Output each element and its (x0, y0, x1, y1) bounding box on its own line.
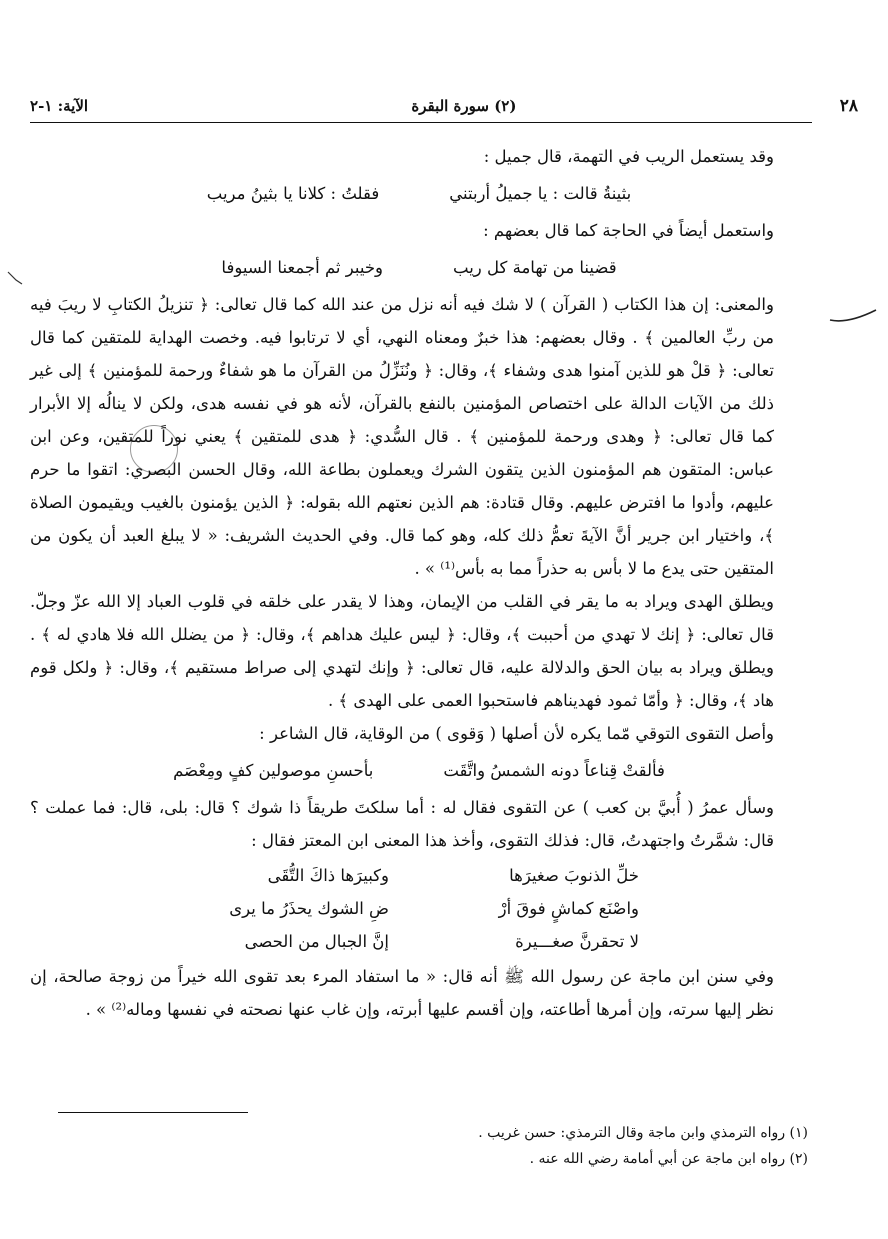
header-rule (30, 122, 812, 123)
paragraph-hadith: وفي سنن ابن ماجة عن رسول الله ﷺ أنه قال: « ما استفاد المرء بعد تقوى الله خيراً من زوجة صالحة، إن نظر إليها سرته، وإن أمرها أطاعته، وإن أقسم عليها أبرته، وإن غاب عنها نصحته في نفسها وماله⁽²⁾ » . (30, 967, 774, 1019)
margin-underline-icon (828, 306, 878, 328)
verse-hemistich-left: ضِ الشوك يحذَرُ ما يرى (229, 899, 389, 918)
verse-hemistich-right: واصْنَع كماشٍ فوقَ أرْ (498, 899, 639, 918)
verse-hemistich-right: خلِّ الذنوبَ صغيرَها (509, 866, 639, 885)
poem-line (30, 925, 808, 958)
paragraph-guidance: ويطلق الهدى ويراد به ما يقر في القلب من الإيمان، وهذا لا يقدر على خلقه في قلوب العباد إلا الله عزّ وجلّ. قال تعالى: ﴿ إنك لا تهدي من أحببت ﴾، وقال: ﴿ ليس عليك هداهم ﴾، وقال: ﴿ من يضلل الله فلا هادي له ﴾ . ويطلق ويراد به بيان الحق والدلالة عليه، قال تعالى: ﴿ وإنك لتهدي إلى صراط مستقيم ﴾، وقال: ﴿ ولكل قوم هاد ﴾، وقال: ﴿ وأمّا ثمود فهديناهم فاستحبوا العمى على الهدى ﴾ . (30, 592, 774, 710)
verse-hemistich-left: وخيبر ثم أجمعنا السيوفا (221, 258, 383, 277)
surah-title: (٢) سورة البقرة (411, 97, 517, 115)
page-body (30, 140, 808, 1026)
paragraph-meaning: والمعنى: إن هذا الكتاب ( القرآن ) لا شك فيه أنه نزل من عند الله كما قال تعالى: ﴿ تنزيلُ الكتابِ لا ريبَ فيه من ربِّ العالمين ﴾ . وقال بعضهم: هذا خبرٌ ومعناه النهي، أي لا ترتابوا فيه. وخصت الهداية للمتقين كما قال تعالى: ﴿ قلْ هو للذين آمنوا هدى وشفاء ﴾، وقال: ﴿ ونُنَزِّلُ من القرآن ما هو شفاءٌ ورحمة للمؤمنين ﴾ إلى غير ذلك من الآيات الدالة على اختصاص المؤمنين بالنفع بالقرآن، لأنه هو في نفسه هدى، ولكن لا ينالُه إلا الأبرار كما قال تعالى: ﴿ وهدى ورحمة للمؤمنين ﴾ . قال السُّدي: ﴿ هدى للمتقين ﴾ يعني نوراً للمتقين، وعن ابن عباس: المتقون هم المؤمنون الذين يتقون الشرك ويعملون بطاعة الله، وقال الحسن البصري: اتقوا ما حرم عليهم، وأدوا ما افترض عليهم. وقال قتادة: هم الذين نعتهم الله بقوله: ﴿ الذين يؤمنون بالغيب ويقيمون الصلاة ﴾، واختيار ابن جرير أنَّ الآيةَ تعمُّ ذلك كله، وهو كما قال. وفي الحديث الشريف: « لا يبلغ العبد أن يكون من المتقين حتى يدع ما لا بأس به حذراً مما به بأس⁽¹⁾ » . (30, 295, 774, 578)
verse-hemistich-right: بثينةُ قالت : يا جميلُ أربتني (449, 184, 632, 203)
page-number: ٢٨ (839, 96, 858, 116)
paragraph: وقد يستعمل الريب في التهمة، قال جميل : (483, 147, 774, 166)
verse-hemistich-right: قضينا من تهامة كل ريب (453, 258, 617, 277)
footnote: (٢) رواه ابن ماجة عن أبي أمامة رضي الله عنه . (529, 1151, 808, 1167)
footnotes (30, 1120, 808, 1172)
page-header (30, 92, 858, 120)
poem-line (30, 892, 808, 925)
poem-verse (30, 173, 808, 214)
verse-hemistich-right: لا تحقرنَّ صغـــيرة (515, 932, 639, 951)
verse-hemistich-left: وكبيرَها ذاكَ التُّقَى (267, 866, 389, 885)
poem-ibn-al-mutazz (30, 857, 808, 960)
poem-verse (30, 247, 808, 288)
margin-check-icon (6, 268, 24, 288)
verse-hemistich-left: فقلتُ : كلانا يا بثينُ مريب (206, 184, 380, 203)
paragraph-taqwa: وأصل التقوى التوقي مّما يكره لأن أصلها ( وَقوى ) من الوقاية، قال الشاعر : (259, 724, 774, 743)
verse-hemistich-left: إنَّ الجبال من الحصى (244, 932, 389, 951)
verse-hemistich-right: فألقتْ قِناعاً دونه الشمسُ واتَّقَت (443, 761, 665, 780)
ayah-range: الآية: ١-٢ (30, 97, 89, 115)
verse-hemistich-left: بأحسنِ موصولين كفٍ ومِعْصَم (173, 761, 374, 780)
poem-line (30, 859, 808, 892)
poem-verse (30, 750, 808, 791)
footnote-rule (58, 1112, 248, 1113)
paragraph: وسأل عمرُ ( أُبيَّ بن كعب ) عن التقوى فقال له : أما سلكتَ طريقاً ذا شوك ؟ قال: بلى، قال: فما عملت ؟ قال: شمَّرتُ واجتهدتُ، قال: فذلك التقوى، وأخذ هذا المعنى ابن المعتز فقال : (30, 798, 774, 850)
paragraph: واستعمل أيضاً في الحاجة كما قال بعضهم : (483, 221, 774, 240)
footnote: (١) رواه الترمذي وابن ماجة وقال الترمذي: حسن غريب . (478, 1125, 808, 1141)
